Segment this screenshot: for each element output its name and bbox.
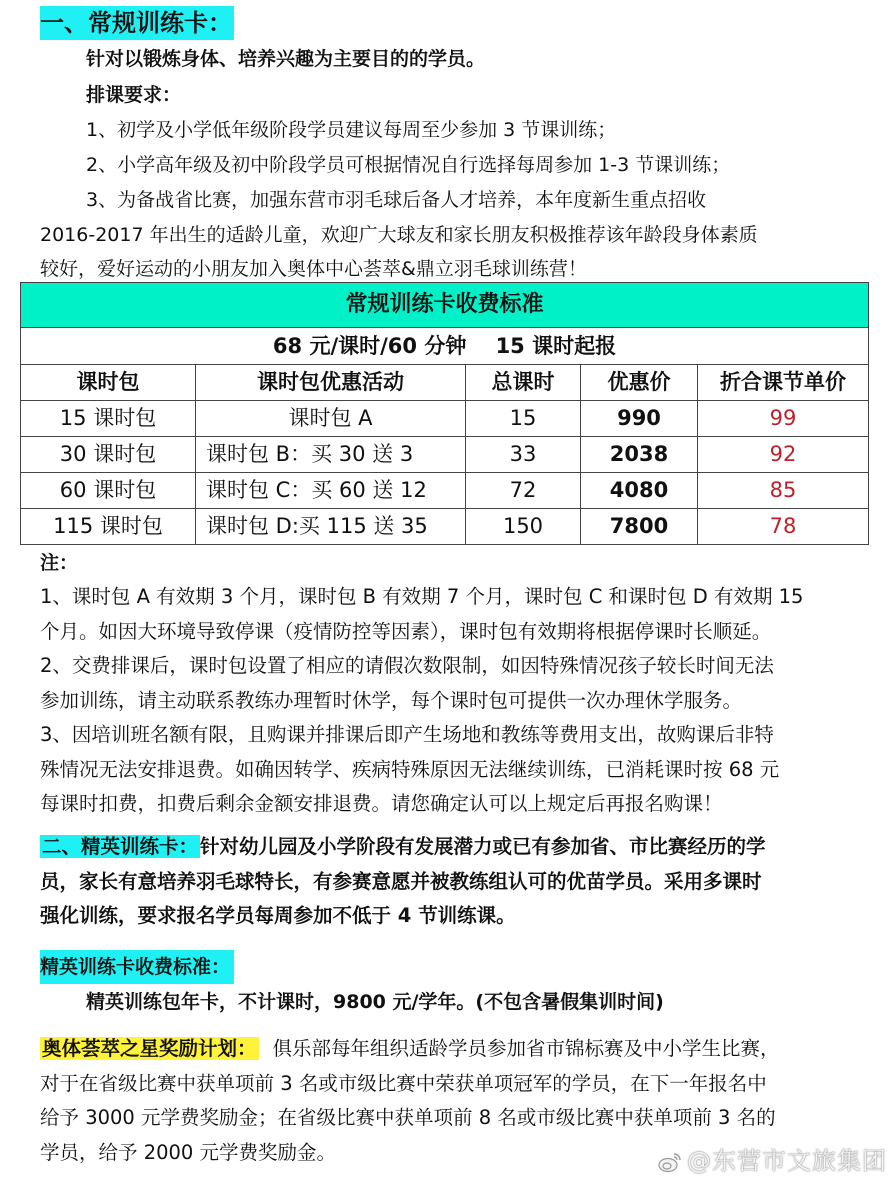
rule-1: 1、初学及小学低年级阶段学员建议每周至少参加 3 节课训练；: [86, 119, 617, 141]
cell-total: 15: [466, 401, 581, 437]
cell-package: 60 课时包: [21, 473, 196, 509]
column-header-promo: 课时包优惠活动: [196, 365, 466, 401]
cell-price: 4080: [581, 473, 698, 509]
cell-price: 990: [581, 401, 698, 437]
schedule-label: 排课要求：: [86, 84, 182, 106]
rule-3-line-2: 2016-2017 年出生的适龄儿童，欢迎广大球友和家长朋友积极推荐该年龄段身体素质: [40, 224, 758, 246]
fee-table-subtitle-row: [21, 328, 869, 365]
section1-heading: 一、常规训练卡：: [40, 6, 234, 40]
cell-total: 72: [466, 473, 581, 509]
fee-table: [20, 282, 869, 545]
cell-unit-price: 92: [698, 437, 869, 473]
cell-unit-price: 85: [698, 473, 869, 509]
award-line: 俱乐部每年组织适龄学员参加省市锦标赛及中小学生比赛，: [272, 1037, 780, 1060]
cell-price: 2038: [581, 437, 698, 473]
cell-promo: 课时包 C：买 60 送 12: [196, 473, 466, 509]
notes-body: [40, 580, 860, 822]
rule-3-line-3: 较好，爱好运动的小朋友加入奥体中心荟萃&鼎立羽毛球训练营！: [40, 258, 587, 280]
weibo-icon: [657, 1151, 683, 1173]
rule-3-line-1: 3、为备战省比赛，加强东营市羽毛球后备人才培养，本年度新生重点招收: [86, 189, 707, 211]
section2-line: 强化训练，要求报名学员每周参加不低于 4 节训练课。: [40, 904, 516, 927]
section2-body: [40, 830, 860, 934]
fee-table-title-row: [21, 283, 869, 328]
note-line: 个月。如因大环境导致停课（疫情防控等因素），课时包有效期将根据停课时长顺延。: [40, 619, 772, 643]
cell-package: 30 课时包: [21, 437, 196, 473]
watermark-text: @东营市文旅集团: [687, 1147, 887, 1175]
note-line: 1、课时包 A 有效期 3 个月，课时包 B 有效期 7 个月，课时包 C 和课时包 D 有效期 15: [40, 585, 804, 608]
cell-total: 33: [466, 437, 581, 473]
column-header-package: 课时包: [21, 365, 196, 401]
table-row: [21, 437, 869, 473]
column-header-price: 优惠价: [581, 365, 698, 401]
award-line: 学员，给予 2000 元学费奖励金。: [40, 1140, 337, 1164]
cell-promo: 课时包 A: [196, 401, 466, 437]
rule-2: 2、小学高年级及初中阶段学员可根据情况自行选择每周参加 1-3 节课训练；: [86, 154, 731, 176]
elite-fee-label: 精英训练卡收费标准：: [40, 950, 234, 984]
column-header-total: 总课时: [466, 365, 581, 401]
note-line: 参加训练，请主动联系教练办理暂时休学，每个课时包可提供一次办理休学服务。: [40, 688, 743, 712]
fee-table-subtitle: 68 元/课时/60 分钟 15 课时起报: [21, 328, 869, 365]
award-line: 对于在省级比赛中获单项前 3 名或市级比赛中荣获单项冠军的学员，在下一年报名中: [40, 1071, 767, 1095]
note-line: 2、交费排课后，课时包设置了相应的请假次数限制，如因特殊情况孩子较长时间无法: [40, 654, 774, 677]
section2-line: 针对幼儿园及小学阶段有发展潜力或已有参加省、市比赛经历的学: [200, 835, 766, 858]
elite-fee-text: 精英训练包年卡，不计课时，9800 元/学年。(不包含暑假集训时间): [86, 991, 664, 1013]
cell-unit-price: 78: [698, 509, 869, 545]
cell-price: 7800: [581, 509, 698, 545]
note-line: 3、因培训班名额有限，且购课并排课后即产生场地和教练等费用支出，故购课后非特: [40, 723, 774, 746]
award-line: 给予 3000 元学费奖励金；在省级比赛中获单项前 8 名或市级比赛中获单项前 3 名的: [40, 1106, 776, 1129]
section2-line: 员，家长有意培养羽毛球特长，有参赛意愿并被教练组认可的优苗学员。采用多课时: [40, 869, 762, 893]
cell-promo: 课时包 D:买 115 送 35: [196, 509, 466, 545]
cell-package: 15 课时包: [21, 401, 196, 437]
table-row: [21, 509, 869, 545]
table-row: [21, 473, 869, 509]
cell-unit-price: 99: [698, 401, 869, 437]
section2-heading: 二、精英训练卡：: [42, 835, 199, 858]
notes-label: 注：: [40, 552, 79, 574]
fee-table-header-row: [21, 365, 869, 401]
watermark: [657, 1141, 887, 1176]
note-line: 殊情况无法安排退费。如确因转学、疾病特殊原因无法继续训练，已消耗课时按 68 元: [40, 757, 780, 781]
fee-table-title: 常规训练卡收费标准: [21, 283, 869, 328]
award-heading: 奥体荟萃之星奖励计划：: [42, 1037, 257, 1060]
cell-package: 115 课时包: [21, 509, 196, 545]
table-row: [21, 401, 869, 437]
cell-promo: 课时包 B：买 30 送 3: [196, 437, 466, 473]
cell-total: 150: [466, 509, 581, 545]
section1-target: 针对以锻炼身体、培养兴趣为主要目的的学员。: [86, 48, 486, 70]
column-header-unit-price: 折合课节单价: [698, 365, 869, 401]
note-line: 每课时扣费，扣费后剩余金额安排退费。请您确定认可以上规定后再报名购课！: [40, 792, 723, 815]
